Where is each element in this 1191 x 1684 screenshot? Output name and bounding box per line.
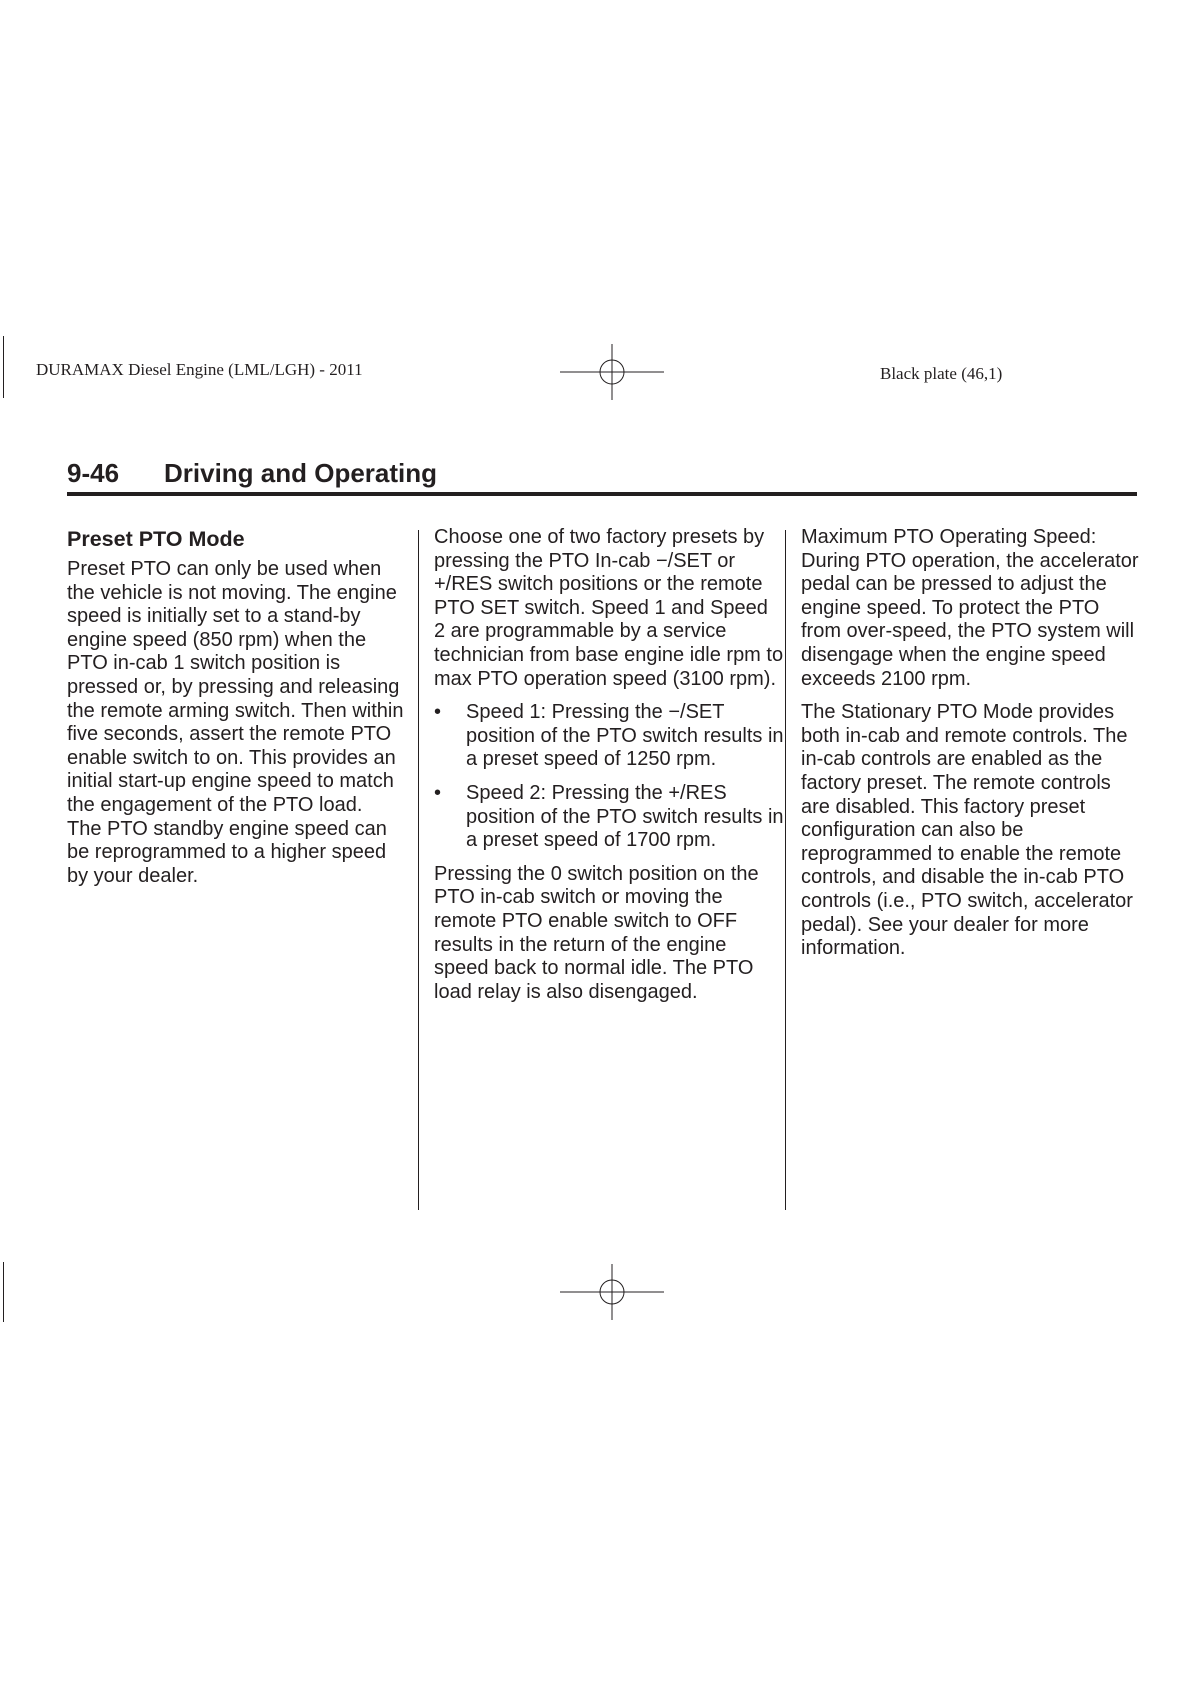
column-divider-2 [785,530,786,1210]
bullet-icon: • [434,701,442,724]
column-3 [801,526,1141,961]
column-1 [67,526,411,888]
registration-mark-top-icon [560,344,664,400]
col2-paragraph-2: Pressing the 0 switch position on the PTO in-cab switch or moving the remote PTO enable switch to OFF results in the return of the engine speed back to normal idle. The PTO load relay is also disengaged. [434,862,759,1003]
col2-paragraph-1: Choose one of two factory presets by pressing the PTO In-cab −/SET or +/RES switch positions or the remote PTO SET switch. Speed 1 and Speed 2 are programmable by a service technician from base engine idle rpm to max PTO operation speed (3100 rpm). [434,526,784,690]
col1-paragraph-1: Preset PTO can only be used when the vehicle is not moving. The engine speed is initially set to a stand-by engine speed (850 rpm) when the PTO in-cab 1 switch position is pressed or, by pressing and releasing the remote arming switch. Then within five seconds, assert the remote PTO enable switch to on. This provides an initial start-up engine speed to match the engagement of the PTO load. [67,558,404,816]
page-number: 9-46 [67,458,120,488]
bullet-icon: • [434,781,442,804]
section-title: Driving and Operating [164,458,438,488]
col3-paragraph-2: The Stationary PTO Mode provides both in-cab and remote controls. The in-cab controls are enabled as the factory preset. The remote controls are disabled. This factory preset configuration can also be reprogrammed to enable the remote controls, and disable the in-cab PTO controls (i.e., PTO switch, accelerator pedal). See your dealer for more information. [801,701,1133,960]
bullet-text-speed-1: Speed 1: Pressing the −/SET position of the PTO switch results in a preset speed of 1250 rpm. [466,701,784,771]
plate-header-left: DURAMAX Diesel Engine (LML/LGH) - 2011 [36,360,363,379]
trim-mark-bottom-left [3,1262,4,1322]
list-item [434,782,784,853]
list-item [434,701,784,772]
section-header [67,454,1137,496]
registration-mark-bottom-icon [560,1264,664,1320]
col3-paragraph-1: Maximum PTO Operating Speed: During PTO operation, the accelerator pedal can be pressed to adjust the engine speed. To protect the PTO from over-speed, the PTO system will disengage when the engine speed exceeds 2100 rpm. [801,526,1139,690]
col1-paragraph-2: The PTO standby engine speed can be reprogrammed to a higher speed by your dealer. [67,817,387,887]
trim-mark-top-left [3,336,4,398]
speed-bullet-list [434,701,784,853]
plate-header-right: Black plate (46,1) [880,364,1003,383]
column-divider-1 [418,530,419,1210]
subheading-preset-pto-mode: Preset PTO Mode [67,527,245,551]
column-2 [434,526,784,1004]
bullet-text-speed-2: Speed 2: Pressing the +/RES position of the PTO switch results in a preset speed of 1700 rpm. [466,781,784,852]
